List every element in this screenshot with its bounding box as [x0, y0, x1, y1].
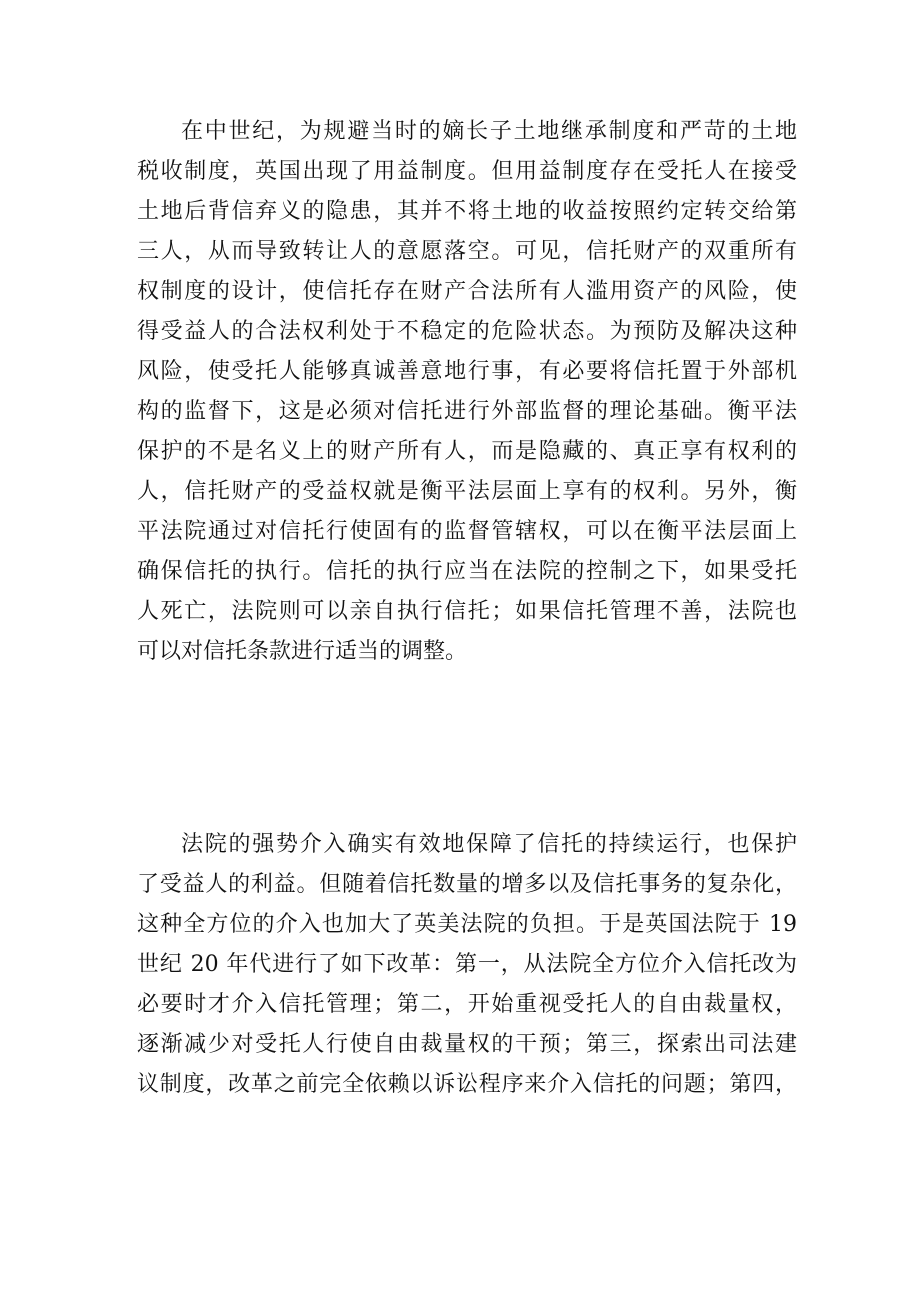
paragraph-line: 这种全方位的介入也加大了英美法院的负担。于是英国法院于 19: [137, 912, 797, 937]
paragraph-line: 确保信托的执行。信托的执行应当在法院的控制之下，如果受托: [137, 559, 797, 584]
paragraph-line: 必要时才介入信托管理；第二，开始重视受托人的自由裁量权，: [137, 992, 797, 1017]
paragraph-line: 法院的强势介入确实有效地保障了信托的持续运行，也保护: [181, 832, 797, 857]
paragraph-line: 税收制度，英国出现了用益制度。但用益制度存在受托人在接受: [137, 159, 797, 184]
paragraph-line: 人，信托财产的受益权就是衡平法层面上享有的权利。另外，衡: [137, 479, 797, 504]
paragraph-line: 风险，使受托人能够真诚善意地行事，有必要将信托置于外部机: [137, 359, 797, 384]
paragraph-1: [137, 112, 797, 672]
paragraph-line: 土地后背信弃义的隐患，其并不将土地的收益按照约定转交给第: [137, 199, 797, 224]
paragraph-line: 议制度，改革之前完全依赖以诉讼程序来介入信托的问题；第四，: [137, 1072, 797, 1097]
paragraph-2: [137, 825, 797, 1105]
paragraph-line: 权制度的设计，使信托存在财产合法所有人滥用资产的风险，使: [137, 279, 797, 304]
paragraph-line: 可以对信托条款进行适当的调整。: [137, 639, 468, 664]
paragraph-line: 人死亡，法院则可以亲自执行信托；如果信托管理不善，法院也: [137, 599, 797, 624]
paragraph-line: 得受益人的合法权利处于不稳定的危险状态。为预防及解决这种: [137, 319, 797, 344]
paragraph-line: 构的监督下，这是必须对信托进行外部监督的理论基础。衡平法: [137, 399, 797, 424]
paragraph-line: 在中世纪，为规避当时的嫡长子土地继承制度和严苛的土地: [181, 119, 797, 144]
paragraph-line: 世纪 20 年代进行了如下改革：第一，从法院全方位介入信托改为: [137, 952, 797, 977]
paragraph-line: 保护的不是名义上的财产所有人，而是隐藏的、真正享有权利的: [137, 439, 797, 464]
paragraph-line: 了受益人的利益。但随着信托数量的增多以及信托事务的复杂化，: [137, 872, 797, 897]
paragraph-line: 平法院通过对信托行使固有的监督管辖权，可以在衡平法层面上: [137, 519, 797, 544]
paragraph-line: 三人，从而导致转让人的意愿落空。可见，信托财产的双重所有: [137, 239, 797, 264]
paragraph-line: 逐渐减少对受托人行使自由裁量权的干预；第三，探索出司法建: [137, 1032, 797, 1057]
